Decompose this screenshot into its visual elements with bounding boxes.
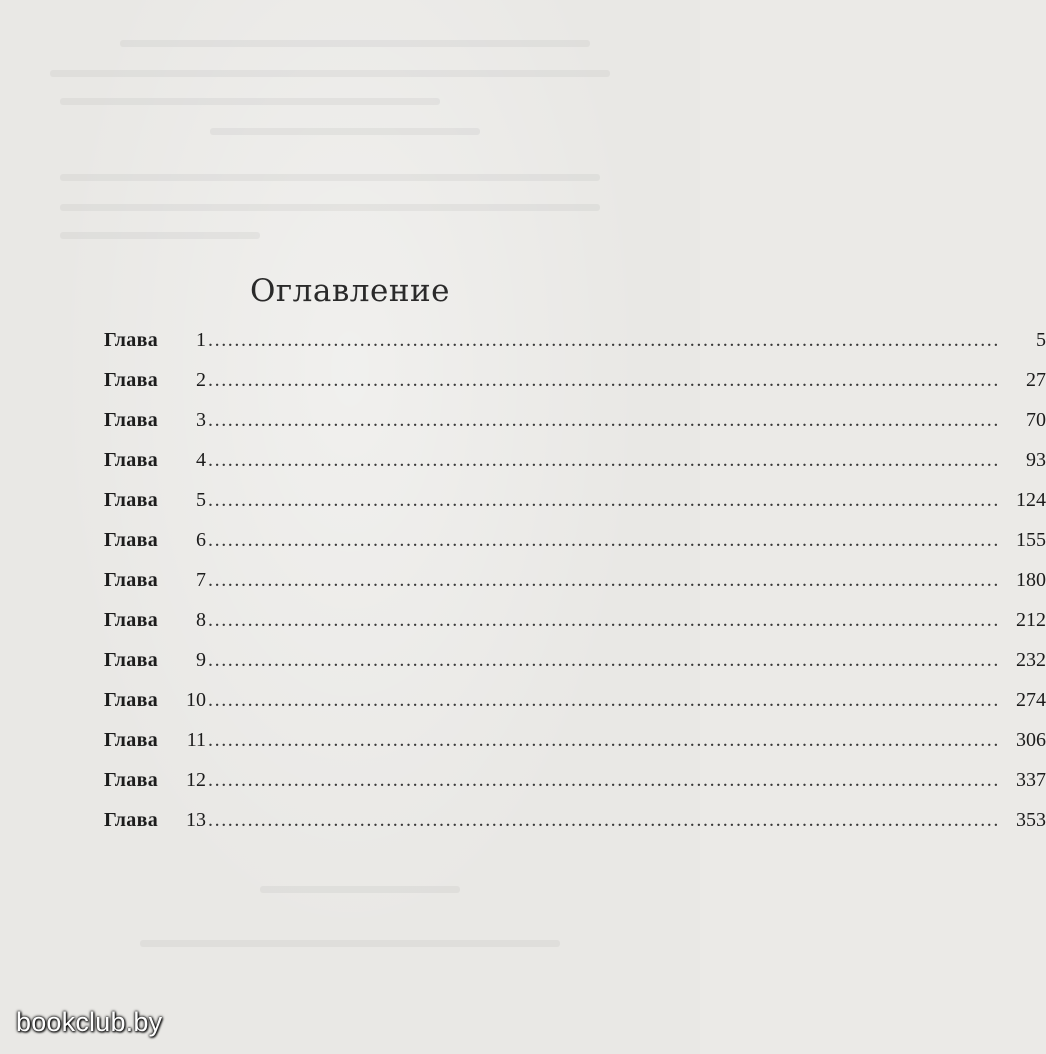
dot-leader: ........................................................................................................................ [208,689,1000,711]
page-number: 93 [1026,449,1046,471]
toc-entry[interactable] [104,446,1046,486]
chapter-word: Глава [104,769,158,791]
dot-leader: ........................................................................................................................ [208,329,1000,351]
chapter-number: 10 [186,689,206,711]
toc-entry[interactable] [104,406,1046,446]
chapter-word: Глава [104,329,158,351]
dot-leader: ........................................................................................................................ [208,529,1000,551]
dot-leader: ........................................................................................................................ [208,569,1000,591]
chapter-number: 9 [196,649,206,671]
chapter-word: Глава [104,489,158,511]
chapter-number: 13 [186,809,206,831]
page-number: 70 [1026,409,1046,431]
chapter-word: Глава [104,609,158,631]
toc-entry[interactable] [104,326,1046,366]
bleed-through-line [60,98,440,105]
page-number: 180 [1016,569,1046,591]
dot-leader: ........................................................................................................................ [208,609,1000,631]
page-number: 5 [1036,329,1046,351]
page-number: 124 [1016,489,1046,511]
watermark: bookclub.by [16,1007,163,1037]
bleed-through-line [210,128,480,135]
bleed-through-line [60,204,600,211]
toc-entry[interactable] [104,606,1046,646]
bleed-through-line [260,886,460,893]
dot-leader: ........................................................................................................................ [208,449,1000,471]
chapter-word: Глава [104,809,158,831]
table-of-contents [104,326,1046,846]
chapter-number: 8 [196,609,206,631]
toc-entry[interactable] [104,526,1046,566]
toc-entry[interactable] [104,806,1046,846]
chapter-number: 12 [186,769,206,791]
chapter-number: 11 [186,729,206,751]
page-number: 212 [1016,609,1046,631]
dot-leader: ........................................................................................................................ [208,369,1000,391]
page-number: 274 [1016,689,1046,711]
page-number: 232 [1016,649,1046,671]
page-number: 337 [1016,769,1046,791]
dot-leader: ........................................................................................................................ [208,649,1000,671]
bleed-through-line [60,174,600,181]
toc-entry[interactable] [104,646,1046,686]
chapter-word: Глава [104,649,158,671]
bleed-through-line [50,70,610,77]
bleed-through-line [120,40,590,47]
chapter-number: 2 [196,369,206,391]
chapter-number: 7 [196,569,206,591]
dot-leader: ........................................................................................................................ [208,409,1000,431]
bleed-through-line [140,940,560,947]
dot-leader: ........................................................................................................................ [208,769,1000,791]
dot-leader: ........................................................................................................................ [208,489,1000,511]
chapter-number: 3 [196,409,206,431]
toc-entry[interactable] [104,486,1046,526]
dot-leader: ........................................................................................................................ [208,809,1000,831]
chapter-word: Глава [104,449,158,471]
chapter-word: Глава [104,529,158,551]
chapter-number: 6 [196,529,206,551]
page-number: 306 [1016,729,1046,751]
toc-entry[interactable] [104,366,1046,406]
toc-entry[interactable] [104,566,1046,606]
toc-entry[interactable] [104,766,1046,806]
dot-leader: ........................................................................................................................ [208,729,1000,751]
bleed-through-line [60,232,260,239]
chapter-word: Глава [104,729,158,751]
page-title: Оглавление [250,272,450,309]
chapter-word: Глава [104,409,158,431]
page-number: 353 [1016,809,1046,831]
toc-entry[interactable] [104,726,1046,766]
toc-entry[interactable] [104,686,1046,726]
chapter-number: 5 [196,489,206,511]
chapter-word: Глава [104,689,158,711]
chapter-word: Глава [104,369,158,391]
page-number: 155 [1016,529,1046,551]
chapter-number: 1 [196,329,206,351]
page-number: 27 [1026,369,1046,391]
chapter-number: 4 [196,449,206,471]
chapter-word: Глава [104,569,158,591]
